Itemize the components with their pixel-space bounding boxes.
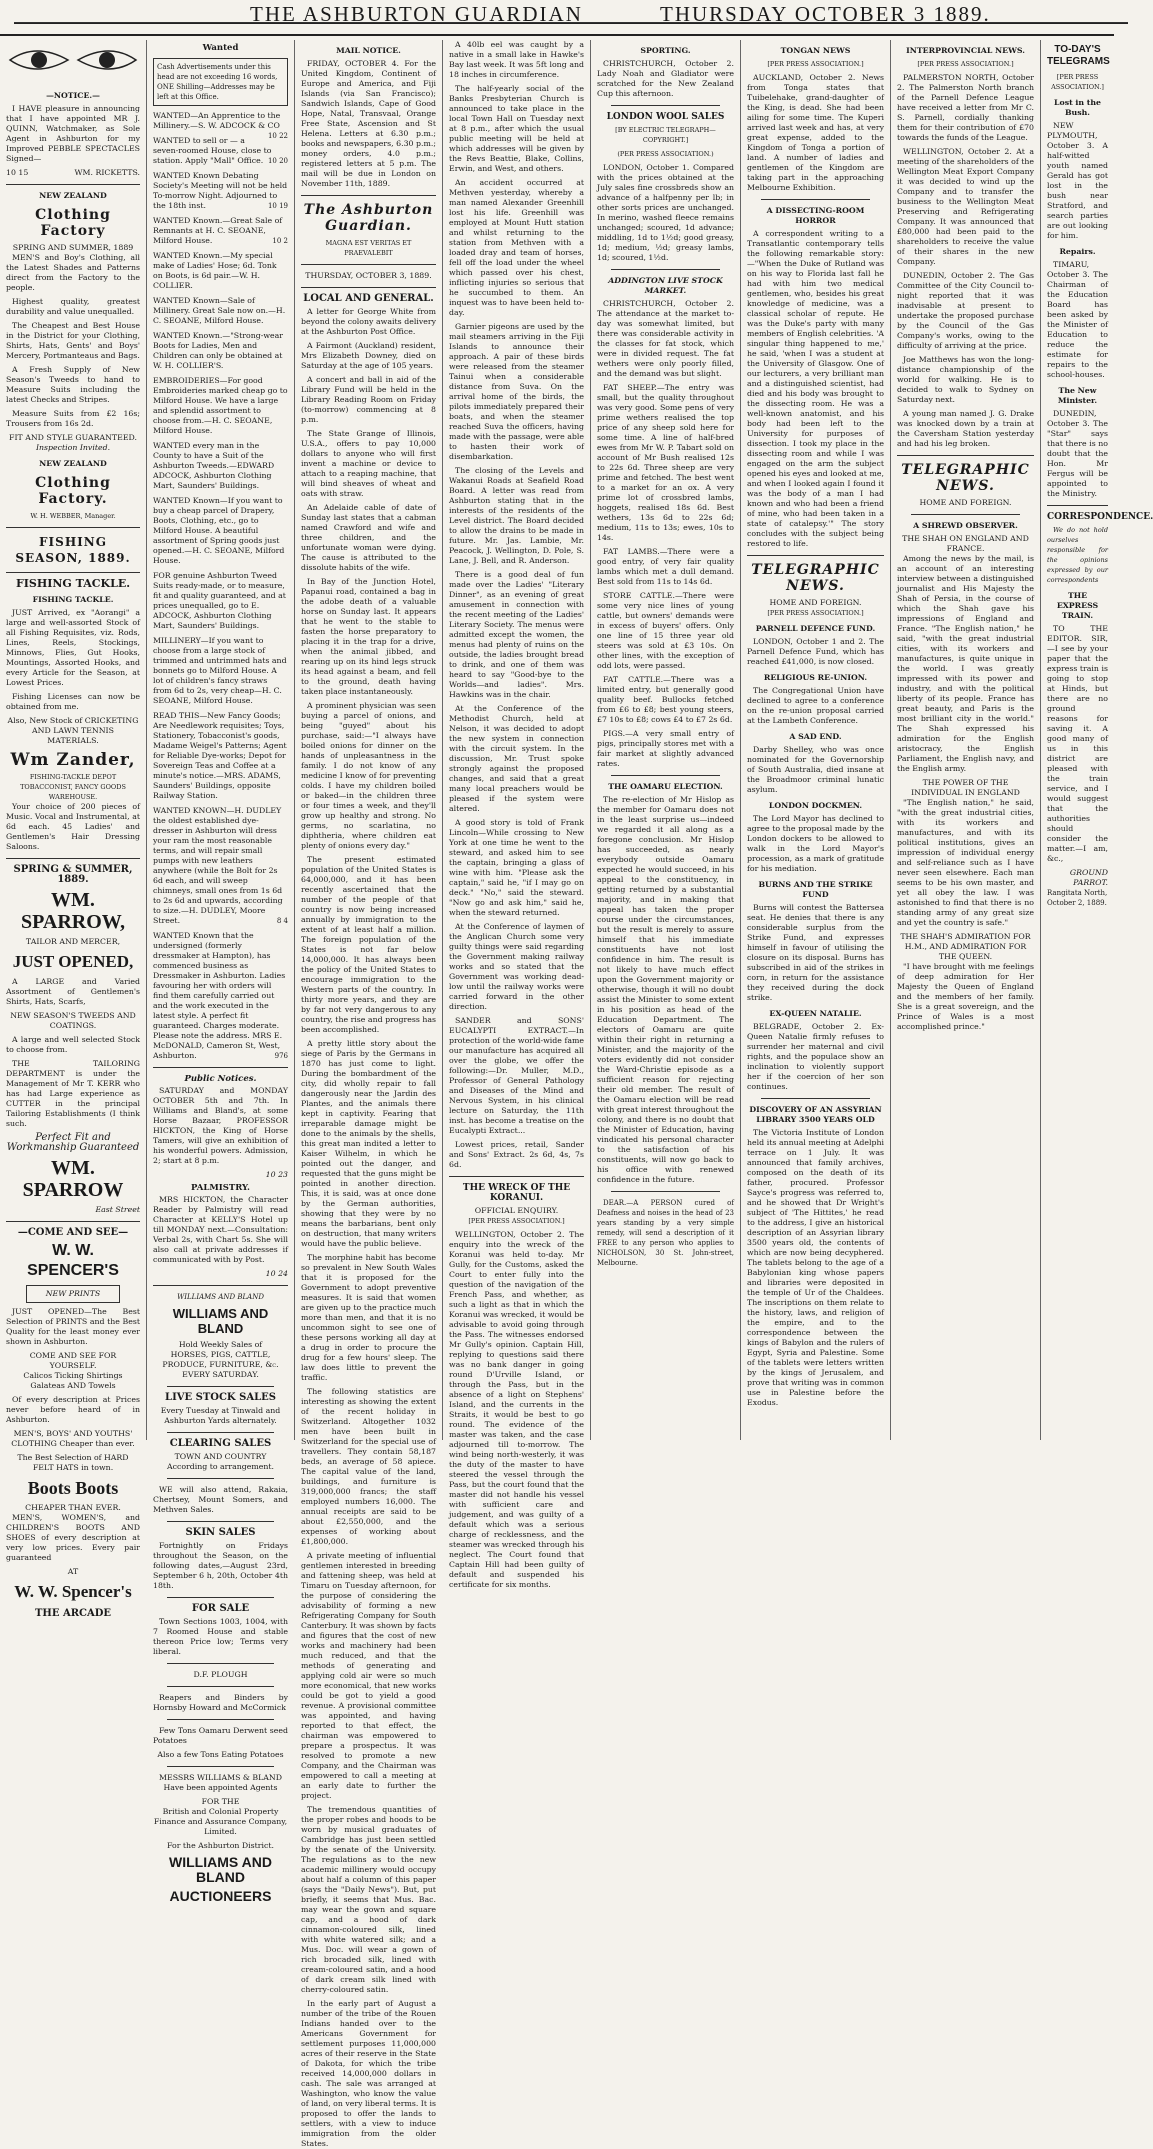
guardian-masthead: The Ashburton Guardian. (303, 202, 434, 234)
sparrow-heading: WM. SPARROW, (21, 889, 125, 933)
reunion-body: The Congregational Union have declined to agree to a conference on the re-union proposal carried at the Lambeth Conference. (747, 686, 884, 725)
burns-body: Burns will contest the Battersea seat. He denies that there is any considerable surplus from the Strike Fund, and expresses himself in favour of utilising the closure on its disposal. Burns has subscribed in aid of the strikes in corn, in return for the assistance they received during the dock strike. (747, 903, 884, 1002)
every-description-body: Of every description at Prices never before heard of in Ashburton. (6, 1395, 140, 1424)
wanted-heading: Wanted (202, 43, 239, 53)
inter-para-4: Joe Matthews has won the long-distance championship of the world for walking. He is to decided to walk to Sydney on Saturday next. (897, 355, 1034, 404)
quality-body: Highest quality, greatest durability and value unequalled. (6, 297, 140, 316)
wanted-ad (153, 806, 288, 926)
wanted-ad-text: FOR genuine Ashburton Tweed Suits ready-made, or to measure, fit and quality guaranteed, and at prices unequalled, go to E. ADCOCK, Ashburton Clothing Mart, Saunders' Buildings. (153, 571, 286, 630)
music-body: Your choice of 200 pieces of Music. Vocal and Instrumental, at 6d each. 45 Ladies' and Gentlemen's Hair Dressing Saloons. (6, 802, 140, 851)
new-minister-heading: The New Minister. (1057, 386, 1098, 405)
wanted-ad-text: WANTED Known.—Great Sale of Remnants at H. C. SEOANE, Milford House. (153, 216, 283, 245)
column-1 (0, 40, 146, 1619)
spencer2-heading: W. W. Spencer's (14, 1582, 132, 1601)
wanted-ad-text: WANTED Known.—My special make of Ladies' Hose; 6d. Tonk on Boots, is 6d pair.—W. H. COLLIER. (153, 251, 277, 290)
tackle-body: JUST Arrived, ex "Aorangi" a large and well-assorted Stock of all Fishing Requisites, viz. Rods, Lines, Reels, Stockings, Minnows, Flies, Gut Hooks, Mountings, Assorted Hooks, and every Article for the Season, at Lowest Prices. (6, 608, 140, 687)
notice-body: I HAVE pleasure in announcing that I have appointed MR J. QUINN, Watchmaker, as Sole Agent in Ashburton for my Improved PEBBLE SPECTACLES Signed— (6, 104, 140, 163)
wanted-ad-text: WANTED—An Apprentice to the Millinery.—S. W. ADCOCK & CO (153, 111, 281, 130)
measure-body: Measure Suits from £2 16s; Trousers from 16s 2d. (6, 409, 140, 428)
local-para-1: A letter for George White from beyond the colony awaits delivery at the Ashburton Post Office. (301, 307, 436, 336)
col4-para-3: An accident occurred at Methven yesterday, whereby a man named Alexander Greenhill lost his life. Greenhill was employed at Mount Hutt station and whilst returning to the station from Methven with a loaded dray and team of horses, fell off the load under the wheel which passed over his chest, inflicting injuries so serious that he succumbed to them. An inquest was to have been held to-day. (449, 178, 584, 317)
assyrian-body: The Victoria Institute of London held its annual meeting at Adelphi terrace on 1 July. It was announced that family archives, composed on the death of its father, procured. Professor Sayce's progress was referred to, and he showed that Dr Wright's subject of 'The Hittites,' he read to the address, I give an historical description of an Assyrian library 3500 years old, the contents of which are now being decyphered. The tablets belong to the age of a Babylonian king whose papers and libraries were deposited in the temple of Ur of the Chaldees. The inscriptions on them relate to the history, laws, and religion of the empire, and to the correspondence between the kings of Babylon and the rulers of Egypt, Syria and Palestine. Some of the tablets were letters written by the kings of Jerusalem, and prove that writing was in common use in Palestine before the Exodus. (747, 1128, 884, 1407)
oamaru-election-body: The re-election of Mr Hislop as the member for Oamaru does not in the least surprise us—indeed we regarded it all along as a foregone conclusion. Mr Hislop has succeeded, as nearly everybody outside Oamaru expected he would succeed, in his appeal to the constituency, in getting returned by a substantial majority, and in making that appeal has taken the proper course under the circumstances, but the result is merely to assure himself that his immediate constituents have not lost confidence in him. The result is not likely to have much effect upon the Government majority or otherwise, though it will no doubt assist the Minister to some extent in his position as head of the Education Department. The electors of Oamaru are quite within their right in returning a Minister, and the majority of the voters evidently did not consider the Ward-Christie episode as a sufficient reason for rejecting their old member. The result of the Oamaru election will be read with great interest throughout the colony, and there is no doubt that the Minister of Education, having vindicated his personal character to the satisfaction of his constituents, will now go back to his office with renewed confidence in the future. (597, 795, 734, 1184)
zander-sub: FISHING-TACKLE DEPOT TOBACCONIST, FANCY GOODS WAREHOUSE. (20, 773, 126, 801)
zander-heading: Wm Zander, (10, 750, 136, 770)
town-country-line: TOWN AND COUNTRY (174, 1452, 267, 1461)
wanted-ad-ref: 10 2 (272, 237, 288, 245)
tailoring-body: THE TAILORING DEPARTMENT is under the Management of Mr T. KERR who has had Large experience as CUTTER in the principal Tailoring Establishments (I think such. (6, 1059, 140, 1128)
burns-heading: BURNS AND THE STRIKE FUND (758, 880, 873, 899)
eating-potatoes-line: Also a few Tons Eating Potatoes (157, 1750, 284, 1759)
notice-heading: —NOTICE.— (46, 91, 100, 100)
east-street-line: East Street (95, 1205, 140, 1214)
masthead-motto: MAGNA EST VERITAS ET PRAEVALEBIT (325, 239, 412, 257)
interprovincial-heading: INTERPROVINCIAL NEWS. (906, 46, 1025, 55)
wanted-ad (153, 496, 288, 566)
wanted-ad-text: WANTED Known Debating Society's Meeting will not be held To-morrow Night. Adjourned to the 18th inst. (153, 171, 288, 210)
sparrow2-heading: WM. SPARROW (22, 1157, 124, 1201)
sad-end-body: Darby Shelley, who was once nominated for the Governorship of South Australia, died insane at the Broadmoor criminal lunatic asylum. (747, 745, 884, 794)
local-para-14: In the early part of August a number of the tribe of the Rouen Indians handed over to the Americans Government for settlement purposes 11,000,000 acres of their reserve in the State of Dakota, for which the tribe received 14,000,000 dollars in cash. The sale was arranged at Washington, who know the value of land, on very liberal terms. It is proposed to offer the lands to settlers, with a view to induce immigration from the older States. (301, 1999, 436, 2148)
boots-heading: Boots Boots (27, 1478, 119, 1498)
home-foreign-heading: HOME AND FOREIGN. (769, 598, 862, 607)
new-minister-body: DUNEDIN, October 3. The "Star" says that there is no doubt that the Hon. Mr Fergus will be appointed to the Ministry. (1047, 409, 1108, 498)
tongan-news-heading: TONGAN NEWS (780, 46, 851, 55)
fishing-tackle2-heading: FISHING TACKLE. (32, 595, 114, 604)
rakaia-body: WE will also attend, Rakaia, Chertsey, Mount Somers, and Methven Sales. (153, 1485, 288, 1514)
column-4 (442, 40, 590, 1589)
cash-ads-note: Cash Advertisements under this head are not exceeding 16 words, ONE Shilling—Addresses may be left at this Office. (153, 58, 288, 106)
wanted-ad (153, 216, 288, 246)
local-para-11: The following statistics are interesting as showing the extent of the recent holiday in Switzerland. Altogether 1032 men have been built in Switzerland for the special use of travellers. They contain 58,187 beds, an average of 58 apiece. The capital value of the land, buildings, and furniture is 319,000,000 francs; the staff employed numbers 16,000. The annual receipts are said to be about £2,550,000, and the expenses of working about £1,800,000. (301, 1387, 436, 1546)
assyrian-heading: DISCOVERY OF AN ASSYRIAN LIBRARY 3500 YEARS OLD (749, 1105, 882, 1124)
notice-signature-line (6, 168, 140, 178)
sections-body: Town Sections 1003, 1004, with 7 Roomed House and stable thereon Price low; Terms very liberal. (153, 1617, 288, 1656)
natalie-heading: EX-QUEEN NATALIE. (769, 1009, 862, 1018)
clothing-factory2-heading: Clothing Factory. (35, 475, 111, 507)
wanted-ad (153, 636, 288, 706)
admiration-heading: THE SHAH'S ADMIRATION FOR H.M., AND ADMIRATION FOR THE QUEEN. (900, 932, 1031, 961)
local-para-13: The tremendous quantities of the proper robes and hoods to be worn by musical graduates of Cambridge has just been settled by the senate of the University. The regulations as to the new academic millinery would occupy about half a column of this paper (says the "Daily News"). But, put briefly, it seems that Mus. Bac. may wear the gown and square cap, and a hood of dark cinnamon-coloured silk, lined with white watered silk; and a Mus. Doc. will wear a gown of rich brocaded silk, lined with cream-coloured satin, and a hood of dark cream silk lined with cherry-coloured satin. (301, 1805, 436, 1994)
fat-lambs-body: FAT LAMBS.—There were a good entry, of very fair quality lambs which met a dull demand. Best sold from 11s to 14s 6d. (597, 547, 734, 586)
wanted-ad-text: WANTED Known—Sale of Millinery. Great Sale now on.—H. C. SEOANE, Milford House. (153, 296, 286, 325)
koranui-sub: OFFICIAL ENQUIRY. (474, 1206, 559, 1215)
fat-sheep-body: FAT SHEEP.—The entry was small, but the quality throughout was very good. Some pens of very prime wethers realised the top price of any sheep sold here for some time. A line of half-bred ewes from Mr W. P. Tabart sold on account of Mr Bush realised 12s to 22s 6d. Three sheep are very prime and fetched. The best went to a market for an ox. A very prime lot of crossbred lambs, hoggets, realised 18s 6d. Best wethers, 13s 6d to 22s 6d; medium, 11s to 13s; ewes, 10s to 14s. (597, 383, 734, 542)
express-train-heading: THE EXPRESS TRAIN. (1056, 591, 1099, 620)
every-saturday-line: EVERY SATURDAY. (182, 1370, 259, 1379)
boys-clothing-body: MEN'S, BOYS' AND YOUTHS' CLOTHING Cheaper than ever. (11, 1429, 135, 1448)
cheapest-body: The Cheapest and Best House in the District for your Clothing, Shirts, Hats, Gents' and Boys' Mercery, Portmanteaus and Bags. (6, 321, 140, 360)
fat-cattle-body: FAT CATTLE.—There was a limited entry, but generally good quality beef. Bullocks fetched from £6 to £8; best young steers, £7 10s to £8; cows £4 to £7 2s 6d. (597, 675, 734, 724)
horses-line: HORSES, PIGS, CATTLE, PRODUCE, FURNITURE, &c. (162, 1350, 279, 1369)
tongan-press: [PER PRESS ASSOCIATION.] (767, 60, 864, 68)
local-para-8: The present estimated population of the United States is 64,000,000, and it has been recently ascertained that the number of the people of that country is now being increased annually by immigration to the extent of at least half a million. The foreign population of the States is not far below 14,000,000. It has always been the policy of the United States to encourage immigration to the Western parts of the country. In thirty more years, and they are by far not very dangerous to any country, the rise and progress has been accomplished. (301, 855, 436, 1034)
local-para-9: A pretty little story about the siege of Paris by the Germans in 1870 has just come to light. During the bombardment of the city, did wholly repair to fall dangerously near the Jardin des Plantes, and the animals there kept in captivity. Fearing that irreparable damage might be done to the animals by the shells, this great man indited a letter to Kaiser Wilhelm, in which he pointed out the danger, and requested that the guns might be pointed in another direction. This, it is said, was at once done by the German authorities, showing that they were by no means the barbarians, bent only on destruction, that many writers would have the public believe. (301, 1039, 436, 1248)
natalie-body: BELGRADE, October 2. Ex-Queen Natalie firmly refuses to surrender her maternal and civil rights, and the populace show an inclination to violently support her if the coercion of her son continues. (747, 1022, 884, 1091)
local-para-12: A private meeting of influential gentlemen interested in breeding and fattening sheep, was held at Timaru on Tuesday afternoon, for the purpose of considering the advisability of forming a new Refrigerating Company for South Canterbury. It was shown by facts and figures that the cost of new works and machinery had been much reduced, and that the methods of generating and applying cold air were so much more economical, that new works could be got to yield a good revenue. A provisional committee was appointed, and having reported to that effect, the chairman was empowered to prepare a prospectus. It was resolved to promote a new Company, and the Chairman was empowered to call a meeting at an early date to further the project. (301, 1551, 436, 1800)
wanted-ad-text: EMBROIDERIES—For good Embroideries marked cheap go to Milford House. We have a large and splendid assortment to choose from.—H. C. SEOANE, Milford House. (153, 376, 288, 435)
column-3 (294, 40, 442, 2148)
wanted-ad (153, 296, 288, 326)
wool-press2: (PER PRESS ASSOCIATION.) (617, 150, 714, 158)
deafness-body: DEAR.—A PERSON cured of Deafness and noises in the head of 23 years standing by a very simple remedy, will send a description of it FREE to any person who applies to NICHOLSON, 30 St. John-street, Melbourne. (597, 1199, 734, 1267)
forthe-line: FOR THE (201, 1797, 240, 1806)
sad-end-heading: A SAD END. (789, 732, 842, 741)
clearing-sales-heading: CLEARING SALES (169, 1438, 272, 1449)
col4-para-4: Garnier pigeons are used by the mail steamers arriving in the Fiji Islands to announce their approach. A pair of these birds were released from the steamer Tainui when a considerable distance from Suva. On the arrival home of the birds, the pilots immediately prepared their boats, and when the steamer reached Suva the officers, having made with the passage, were able to hasten their work of disembarkation. (449, 322, 584, 461)
wanted-ad (153, 441, 288, 491)
repairs-body: TIMARU, October 3. The Chairman of the Education Board has been asked by the Minister of Education to reduce the estimate for repairs to the school-houses. (1047, 260, 1108, 379)
col4-para-10: SANDER and SONS' EUCALYPTI EXTRACT.—In protection of the world-wide fame our manufacture has acquired all over the globe, we offer the following:—Dr. Muller, M.D., Professor of General Pathology and Diseases of the Mind and Nervous System, in his clinical lecture on Saturday, the 11th inst. has become a treatise on the Eucalypti Extract... (449, 1016, 584, 1135)
clothing-factory-heading: Clothing Factory (35, 207, 111, 239)
col4-para-1: A 40lb eel was caught by a native in a small lake in Hawke's Bay last week. It was 5ft long and 18 inches in circumference. (449, 40, 584, 79)
local-para-7: A prominent physician was seen buying a parcel of onions, and being "guyed" about his purchase, said:—"I always have boiled onions for dinner on the hands of unpleasantness in the family. I do not know of any medicine I know of for preventing colds. I have my children boiled or baked—in the children three or four times a week, and they'll grow up healthy and strong. No germs, no scarlatina, no diphtheria, where children eat plenty of onions every day." (301, 701, 436, 850)
parnell-body: LONDON, October 1 and 2. The Parnell Defence Fund, which has reached £41,000, is now closed. (747, 637, 884, 666)
admiration-body: "I have brought with me feelings of deep admiration for Her Majesty the Queen of England and the members of her family. She is a great sovereign, and the Prince of Wales is a most accomplished prince." (897, 962, 1034, 1031)
wool-press: [BY ELECTRIC TELEGRAPH—COPYRIGHT.] (615, 126, 716, 144)
wanted-ad-ref: 976 (274, 1052, 288, 1060)
district-line: For the Ashburton District. (167, 1841, 274, 1850)
issue-date: THURSDAY OCTOBER 3 1889. (660, 2, 991, 26)
reunion-heading: RELIGIOUS RE-UNION. (763, 673, 868, 682)
wanted-ad-text: WANTED Known.—"Strong-wear Boots for Ladies, Men and Children can only be obtained at W. H. COLLIER'S. (153, 331, 284, 370)
wool-body: LONDON, October 1. Compared with the prices obtained at the July sales fine crossbreds show an advance of a halfpenny per lb; in other sorts prices are unchanged. In merino, washed fleece remains unchanged; scoured, 1d advance; middling, 1d to 1½d; good greasy, 1d; medium, ½d; greasy lambs, 1d; scoured, 1½d. (597, 163, 734, 262)
todays-press: [PER PRESS ASSOCIATION.] (1051, 73, 1104, 91)
express-train-body: TO THE EDITOR. SIR,—I see by your paper that the express train is going to stop at Hinds, but there are no ground reasons for saving it. A good many of us in this district are pleased with the train service, and I would suggest that the authorities should consider the matter.—I am, &c., (1047, 624, 1108, 863)
column-2 (146, 40, 294, 1904)
shah-body: Among the news by the mail, is an account of an interesting interview between a distinguished journalist and His Majesty the Shah of Persia, in the course of which the Shah gave his impressions of England and France. "The English nation," he said, "with the great industrial cities, with its workers and manufactures, is quite unique in the world. I was greatly impressed with its power and industry, and with the political liberty of its people. France has great beauty, and Paris is the most brilliant city in the world." The Shah expressed his admiration for the English aristocracy, the English Parliament, the English navy, and the English army. (897, 554, 1034, 773)
palmistry-heading: PALMISTRY. (191, 1183, 250, 1193)
local-para-5: An Adelaide cable of date of Sunday last states that a cabman named Crawford and wife and three children, and the unfortunate woman were dying. The cause is attributed to the dissolute habits of the wife. (301, 503, 436, 572)
express-date: Rangitata North, October 2, 1889. (1047, 889, 1108, 907)
inter-para-5: A young man named J. G. Drake was knocked down by a train at the Caversham Station yesterday and had his leg broken. (897, 409, 1034, 448)
notice-ref: 10 15 (6, 168, 29, 177)
addington-heading: ADDINGTON LIVE STOCK MARKET. (608, 276, 723, 295)
auctioneers-heading: AUCTIONEERS (169, 1888, 272, 1904)
wanted-ad-text: WANTED Known that the undersigned (formerly dressmaker at Hampton), has commenced business as Dressmaker in Ashburton. Ladies favouring her with orders will find them carefully carried out and the work executed in the latest style. A perfect fit guaranteed. Charges moderate. Please note the address. MRS E. McDONALD, Cameron St, West, Ashburton. (153, 931, 286, 1060)
store-cattle-body: STORE CATTLE.—There were some very nice lines of young cattle, but owners' demands were in excess of buyers' offers. Only one line of 15 three year old steers was sold at £3 10s. On other lines, with the exception of odd lots, were passed. (597, 591, 734, 670)
col4-para-8: A good story is told of Frank Lincoln—While crossing to New York at one time he went to the steward, and asked him to see the captain, bringing a glass of wine with him. "Please ask the captain," said he, "if I may go on deck." "No," said the steward. "Now go and ask him," said he, when the steward returned. (449, 818, 584, 917)
perfect-fit-line: Perfect Fit and Workmanship Guaranteed (6, 1132, 140, 1153)
just-opened-heading: JUST OPENED, (12, 952, 134, 971)
wanted-ad (153, 376, 288, 436)
season-line: SPRING AND SUMMER, 1889 (12, 243, 134, 252)
wanted-ad (153, 571, 288, 631)
lost-bush-body: NEW PLYMOUTH, October 3. A half-witted youth named Gerald has got lost in the bush near Stratford, and search parties are out looking for him. (1047, 121, 1108, 240)
hickton-ref: 10 24 (265, 1269, 288, 1278)
inspection-line: Inspection Invited. (35, 443, 111, 452)
new-prints-box: NEW PRINTS (26, 1285, 120, 1303)
home-press: [PER PRESS ASSOCIATION.] (767, 609, 864, 617)
wanted-ad-text: WANTED KNOWN—H. DUDLEY the oldest established dye-dresser in Ashburton will dress your ram the most reasonable terms, and will repair small pumps with new leathers anywhere (while the Bolt for 2s 6d each, and will sweep chimneys, small ones from 1s 6d to 2s 6d and upwards, according to size.—H. DUDLEY, Moore Street. (153, 806, 283, 925)
fortnightly-body: Fortnightly on Fridays throughout the Season, on the following dates,—August 23rd, September 6 h, 20th, October 4th 18th. (153, 1541, 288, 1590)
mail-notice-body: FRIDAY, OCTOBER 4. For the United Kingdom, Continent of Europe and America, and Fiji Islands (via San Francisco); Sandwich Islands, Cape of Good Hope, Natal, Transvaal, Orange Free State, Ascension and St Helena. Letters at 6.30 p.m.; books and newspapers, 6.30 p.m.; money orders, 4.0 p.m.; registered letters at 5 p.m. The mail will be due in London on November 11th, 1889. (301, 59, 436, 188)
repairs-heading: Repairs. (1059, 247, 1096, 256)
correspondence-note: We do not hold ourselves responsible for the opinions expressed by our correspondents (1047, 526, 1108, 584)
large-assortment-body: A LARGE and Varied Assortment of Gentlemen's Shirts, Hats, Scarfs, (6, 977, 140, 1006)
todays-telegrams-heading: TO-DAY'S TELEGRAMS (1047, 44, 1110, 67)
mens-clothing-body: MEN'S and Boy's Clothing, all the Latest Shades and Patterns direct from the Factory to the people. (6, 253, 140, 292)
spring-summer-heading: SPRING & SUMMER, 1889. (13, 864, 133, 885)
wanted-ad-ref: 10 22 (267, 132, 288, 140)
felt-hats-body: The Best Selection of HARD FELT HATS in town. (17, 1453, 129, 1472)
local-para-4: The State Grange of Illinois, U.S.A., offers to pay 10,000 dollars to anyone who will first invent a machine or device to attach to a reaping machine, that will bind sheaves of wheat and oats with straw. (301, 429, 436, 498)
addington-body: CHRISTCHURCH, October 2. The attendance at the market to-day was somewhat limited, but there was considerable activity in the classes for fat stock, which were in divided request. The fat wethers were only poorly filled, and the demand was but slight. (597, 299, 734, 378)
correspondence-heading: CORRESPONDENCE. (1047, 512, 1153, 522)
williams-bland-heading: WILLIAMS AND BLAND (172, 1306, 269, 1336)
wanted-ad-text: WANTED every man in the County to have a Suit of the Ashburton Tweeds.—EDWARD ADCOCK, Ashburton Clothing Mart, Saunders' Buildings. (153, 441, 275, 490)
wool-sales-heading: LONDON WOOL SALES (606, 112, 725, 122)
col4-para-5: The closing of the Levels and Wakanui Roads at Seafield Road Board. A letter was read from Ashburton stating that in the interests of the residents of the Level district. The Board decided to allow the drains to be made in future. Mr. Jas. Lambie, Mr. Peacock, J. Wellington, D. Pole, S. Lane, J. Bell, and R. Anderson. (449, 466, 584, 565)
notice-signature: WM. RICKETTS. (74, 168, 140, 177)
fresh-supply-body: A Fresh Supply of New Season's Tweeds to hand to Measure Suits including the latest Checks and Stripes. (6, 365, 140, 404)
wanted-ad (153, 711, 288, 801)
col4-para-2: The half-yearly social of the Banks Presbyterian Church is announced to take place in the local Town Hall on Tuesday next at 8 p.m., after which the usual public meeting will be held at which addresses will be given by the Revs Beattie, Blake, Collins, Erwin, and West, and others. (449, 84, 584, 173)
inter-para-3: DUNEDIN, October 2. The Gas Committee of the City Council to-night reported that it was inadvisable at present to undertake the proposed purchase by the Council of the Gas Company's works, owing to the difficulty of arriving at the price. (897, 271, 1034, 350)
wanted-ad-text: MILLINERY—If you want to choose from a large stock of trimmed and untrimmed hats and bonnets go to Milford House. A lot of children's fancy straws from 6d to 2s, very cheap—H. C. SEOANE, Milford House. (153, 636, 287, 705)
sporting-heading: SPORTING. (640, 46, 691, 55)
pigs-body: PIGS.—A very small entry of pigs, principally stores met with a fair market at slightly advanced rates. (597, 729, 734, 768)
come-and-see-heading: —COME AND SEE— (17, 1227, 129, 1238)
telegraphic2-heading: TELEGRAPHIC NEWS. (901, 462, 1030, 494)
come-see-line: COME AND SEE FOR YOURSELF. (29, 1351, 117, 1370)
dockmen-heading: LONDON DOCKMEN. (768, 801, 863, 810)
inter-para-1: PALMERSTON NORTH, October 2. The Palmerston North branch of the Parnell Defence League have received a letter from Mr C. S. Parnell, cordially thanking them for their contribution of £70 towards the funds of the League. (897, 73, 1034, 142)
koranui-press: [PER PRESS ASSOCIATION.] (468, 1217, 565, 1225)
telegraphic-heading: TELEGRAPHIC NEWS. (751, 562, 880, 594)
fit-line: FIT AND STYLE GUARANTEED. (9, 433, 137, 442)
tongan-body: AUCKLAND, October 2. News from Tonga states that Tuibelehake, grand-daughter of the King, is dead. She had been ailing for some time. The Kuperi arrived last week and has, at very great expense, added to the Kingdom of Tonga a portion of land. A number of ladies and gentlemen of the Kingdom are taking part in the approaching Melbourne Exhibition. (747, 73, 884, 192)
oamaru-potatoes-body: Few Tons Oamaru Derwent seed Potatoes (153, 1726, 288, 1745)
masthead (0, 0, 1114, 36)
column-8 (1040, 40, 1153, 1440)
local-para-3: A concert and ball in aid of the Library Fund will be held in the Library Reading Room on Friday (to-morrow) commencing at 8 p.m. (301, 375, 436, 424)
wanted-ad-text: READ THIS—New Fancy Goods; Are Needlework requisites; Toys, Stationery, Tobacconist's goods, Madame Weigel's Patterns; Agent for Reliable Dye-works; Depot for Sovereign Teas and Coffee at a minute's notice.—MRS. ADAMS, Saunders' Buildings, opposite Railway Station. (153, 711, 287, 800)
wanted-ad (153, 251, 288, 291)
home-foreign2-heading: HOME AND FOREIGN. (919, 498, 1012, 507)
cheaper-line: CHEAPER THAN EVER. (25, 1503, 121, 1512)
bazaar-body: SATURDAY and MONDAY OCTOBER 5th and 7th. In Williams and Bland's, at some Horse Bazaar, PROFESSOR HICKTON, the King of Horse Tamers, will give an exhibition of his wonderful powers. Admission, 2; start at 8 p.m. (153, 1086, 288, 1165)
agents-appointed-body: MESSRS WILLIAMS & BLAND Have been appointed Agents (159, 1773, 282, 1792)
edition-date: THURSDAY, OCTOBER 3, 1889. (305, 271, 432, 280)
at-line: AT (67, 1567, 79, 1576)
wanted-ad (153, 111, 288, 140)
public-notices-heading: Public Notices. (184, 1074, 257, 1084)
parnell-heading: PARNELL DEFENCE FUND. (755, 624, 876, 633)
newspaper-title: THE ASHBURTON GUARDIAN (250, 2, 583, 26)
fishing-tackle-heading: FISHING TACKLE. (15, 577, 131, 590)
oamaru-election-heading: THE OAMARU ELECTION. (608, 782, 723, 791)
wanted-ad-text: WANTED to sell or — a seven-roomed House, close to station. Apply "Mall" Office. (153, 136, 272, 165)
mail-notice-heading: MAIL NOTICE. (336, 46, 401, 55)
license-body: Fishing Licenses can now be obtained from me. (6, 692, 140, 711)
col4-para-7: At the Conference of the Methodist Church, held at Nelson, it was decided to adopt the new system in connection with the circuit system. In the discussion, Mr. Trust spoke strongly against the proposed changes, and said that a great many local preachers would be pleased if the system were altered. (449, 704, 584, 813)
stock-body: A large and well selected Stock to choose from. (6, 1035, 140, 1054)
wanted-ad-ref: 8 4 (276, 917, 288, 925)
williams-bland2-heading: WILLIAMS AND BLAND (169, 1854, 272, 1885)
arrangement-line: According to arrangement. (166, 1462, 275, 1471)
wanted-ad (153, 931, 288, 1061)
eye-illustration-icon (6, 42, 140, 78)
for-sale-heading: FOR SALE (191, 1603, 250, 1614)
lost-bush-heading: Lost in the Bush. (1054, 98, 1101, 117)
koranui-heading: THE WRECK OF THE KORANUI. (462, 1183, 571, 1203)
local-para-6: In Bay of the Junction Hotel, Papanui road, contained a bag in the adobe death of a valuable horse on Sunday last. It appears that he went to the stable to fasten the horse preparatory to placing it in the trap for a drive, when the animal jibbed, and rearing up on its hind legs struck its head against a beam, and fell to the ground, death having taken place instantaneously. (301, 577, 436, 696)
calicos-line: Calicos Ticking Shirtings Galateas AND Towels (23, 1371, 123, 1390)
dockmen-body: The Lord Mayor has declined to agree to the proposal made by the London dockers to be allowed to walk in the Lord Mayor's procession, as a mark of gratitude for his mediation. (747, 814, 884, 873)
wanted-ad (153, 331, 288, 371)
col4-para-11: Lowest prices, retail, Sander and Sons' Extract. 2s 6d, 4s, 7s 6d. (449, 1140, 584, 1169)
col4-para-9: At the Conference of laymen of the Anglican Church some very guilty things were said regarding the Government making railway works and so stated that the Government was working dead-low until the railway works were carried forward in the other direction. (449, 922, 584, 1011)
arcade-heading: THE ARCADE (34, 1608, 112, 1619)
childrens-boots-body: MEN'S, WOMEN'S, and CHILDREN'S BOOTS AND SHOES of every description at very low prices. Every pair guaranteed (6, 1513, 140, 1562)
wanted-ad (153, 171, 288, 211)
reapers-body: Reapers and Binders by Hornsby Howard and McCormick (153, 1693, 288, 1712)
tweeds-body: NEW SEASON'S TWEEDS AND COATINGS. (10, 1011, 136, 1030)
tailor-line: TAILOR AND MERCER, (25, 937, 121, 946)
horror-body: A correspondent writing to a Transatlantic contemporary tells the following remarkable story:—"When the Duke of Rutland was on his way to Florida last fall he had with him two medical gentlemen, who, besides his great knowledge of medicine, was a classical scholar of repute. He was the Duke's party with many members of English celebrities. 'A singular thing happened to me,' he said, 'when I was a student at the University of Glasgow. One of our lecturers, a very brilliant man and a distinguished scientist, had died and his body was brought to the dissecting room. He was a well-known anatomist, and his body had been left to the University for purposes of dissection. I took my place in the dissecting room and while I was engaged on the arm the subject opened his eyes and looked at me, and when I looked again I found it was the body of a man I had known and who had been a friend of mine, who had been taken in a state of catalepsy.'" The story concludes with the subject being restored to life. (747, 229, 884, 548)
wanted-ad-text: WANTED Known—If you want to buy a cheap parcel of Drapery, Boots, Clothing, etc., go to Milford House. A beautiful assortment of Spring goods just opened.—H. C. SEOANE, Milford House. (153, 496, 285, 565)
shah-heading: THE SHAH ON ENGLAND AND FRANCE. (902, 534, 1029, 553)
column-6 (740, 40, 890, 1440)
column-5 (590, 40, 740, 1440)
cricket-body: Also, New Stock of CRICKETING AND LAWN TENNIS MATERIALS. (7, 716, 139, 745)
local-para-2: A Fairmont (Auckland) resident, Mrs Elizabeth Downey, died on Saturday at the age of 105 years. (301, 341, 436, 370)
koranui-body: WELLINGTON, October 2. The enquiry into the wreck of the Koranui was held to-day. Mr Gully, for the Customs, asked the Court to enter fully into the question of the navigation of the French Pass, and whether, as such a light as that in which the Koranui was wrecked, it would be advisable to avoid going through the Pass. The witnesses endorsed Mr Gully's opinion. Captain Hill, replying to questions said there was no bank danger in going round D'Urville Island, or through the Pass, but in the absence of a light on Stephens' Island, and the currents in the Straits, it would be best to go round. The evidence of the master was taken, and the case adjourned till to-morrow. The wind being north-westerly, it was the duty of the master to have steered the vessel through the Pass, but the court found that the master did not handle his vessel with sufficient care and judgement, and was guilty of a default which was a serious charge of recklessness, and the steamer was wrecked through his neglect. The Court found that Captain Hill had been guilty of default and suspended his certificate for six months. (449, 1230, 584, 1589)
live-stock-heading: LIVE STOCK SALES (165, 1392, 276, 1403)
spencer-heading: W. W. SPENCER'S (27, 1242, 119, 1279)
inter-para-2: WELLINGTON, October 2. At a meeting of the shareholders of the Wellington Meat Export Company it was decided to wind up the Company and to transfer the business to the Wellington Meat Preserving and Refrigerating Company. It was announced that £80,000 had been paid to the shareholders to receive the value of their shares in the new Company. (897, 147, 1034, 266)
local-general-heading: LOCAL AND GENERAL. (303, 293, 434, 304)
wanted-ad-ref: 10 20 (267, 157, 288, 165)
local-para-10: The morphine habit has become so prevalent in New South Wales that it is proposed for the Government to adopt preventive measures. It is said that women are given up to the practice much more than men, and that it is no uncommon sight to see one of these persons working all day at a drug in order to procure the drug for a few hours' sleep. The law does little to prevent the traffic. (301, 1253, 436, 1382)
column-7 (890, 40, 1040, 1440)
wb-small-line: WILLIAMS AND BLAND (177, 1293, 264, 1301)
col4-para-6: There is a good deal of fun made over the Ladies' "Literary Dinner", as an evening of great amusement in connection with the recent meeting of the Ladies' Literary Society. The menus were admitted except the women, the menus had plenty of ruins on the outside, the ladies brought bread to drink, and one of them was heard to say "Good-bye to the Worlds—and ladies". Mrs. Hawkins was in the chair. (449, 570, 584, 699)
hickton-body: MRS HICKTON, the Character Reader by Palmistry will read Character at KELLY'S Hotel up till MONDAY next.—Consultation: Verbal 2s, with Chart 5s. She will also call at private addresses if communicated with by Post. (153, 1195, 288, 1264)
british-colonial-body: British and Colonial Property Finance and Assurance Company, Limited. (153, 1807, 288, 1836)
fishing-season-heading: FISHING SEASON, 1889. (15, 535, 131, 565)
skin-sales-heading: SKIN SALES (185, 1527, 256, 1538)
sporting-body: CHRISTCHURCH, October 2. Lady Noah and Gladiator were scratched for the New Zealand Cup this afternoon. (597, 59, 734, 98)
interprovincial-press: [PER PRESS ASSOCIATION.] (917, 60, 1014, 68)
plough-line: D.F. PLOUGH (193, 1670, 248, 1679)
power-body: "The English nation," he said, "with the great industrial cities, with its workers and manufactures, and with its political institutions, gives an impression of individual energy and self-reliance such as I have never seen elsewhere. Each man seems to be his own master, and yet all obey the law. I was astonished to find that there is no standing army of any great size and yet the country is safe." (897, 798, 1034, 927)
manager-line: W. H. WEBBER, Manager. (30, 512, 116, 520)
tinwald-body: Every Tuesday at Tinwald and Ashburton Yards alternately. (160, 1406, 281, 1425)
horror-heading: A DISSECTING-ROOM HORROR (766, 206, 865, 225)
power-heading: THE POWER OF THE INDIVIDUAL IN ENGLAND (911, 778, 1020, 797)
wanted-ad-ref: 10 19 (267, 202, 288, 210)
nz2-heading: NEW ZEALAND (39, 459, 107, 468)
wanted-ads-list (153, 111, 288, 1061)
shrewd-heading: A SHREWD OBSERVER. (913, 521, 1018, 530)
bazaar-ref: 10 23 (265, 1170, 288, 1179)
express-signature: GROUND PARROT. (1069, 868, 1108, 887)
nz-heading: NEW ZEALAND (39, 191, 107, 200)
prints-body: JUST OPENED—The Best Selection of PRINTS and the Best Quality for the least money ever shown in Ashburton. (6, 1307, 140, 1346)
weekly-sales-line: Hold Weekly Sales of (178, 1340, 263, 1349)
